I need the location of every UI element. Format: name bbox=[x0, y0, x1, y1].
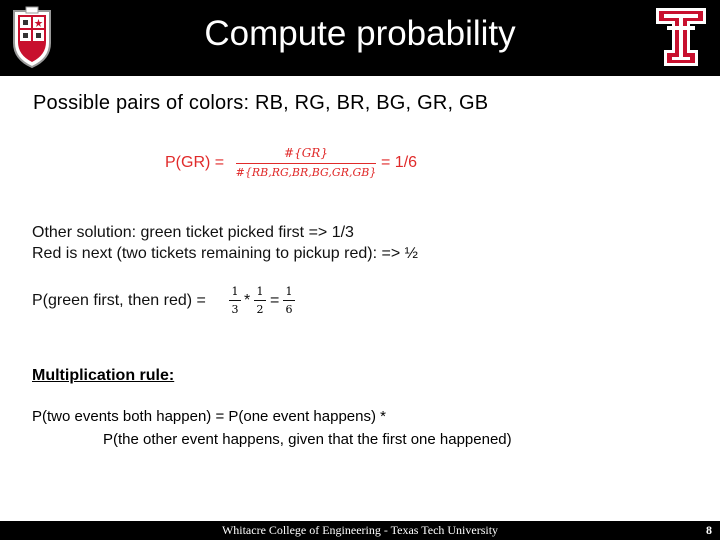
fraction-3-numerator: 1 bbox=[285, 285, 293, 298]
page-number: 8 bbox=[706, 523, 712, 537]
formula-denominator: #{RB,RG,BR,BG,GR,GB} bbox=[235, 166, 377, 179]
fraction-1-denominator: 3 bbox=[231, 303, 239, 316]
footer-text: Whitacre College of Engineering - Texas Tech University bbox=[221, 523, 499, 537]
multiplication-rule-heading: Multiplication rule: bbox=[32, 367, 175, 384]
rule-line-2: P(the other event happens, given that the first one happened) bbox=[103, 431, 512, 448]
other-solution-line-1: Other solution: green ticket picked first => 1/3 bbox=[32, 224, 354, 241]
formula-rhs: = 1/6 bbox=[381, 154, 418, 171]
fraction-3-line bbox=[283, 300, 295, 301]
fraction-1-line bbox=[229, 300, 241, 301]
texas-tech-double-t-icon bbox=[654, 6, 708, 68]
header-bar bbox=[0, 0, 720, 76]
formula-fraction-line bbox=[236, 163, 376, 164]
fraction-2-line bbox=[254, 300, 266, 301]
footer-bar bbox=[0, 521, 720, 540]
formula-lhs: P(GR) = bbox=[165, 154, 225, 171]
fraction-2-numerator: 1 bbox=[256, 285, 264, 298]
formula-numerator: #{GR} bbox=[284, 146, 328, 160]
fraction-2-denominator: 2 bbox=[256, 303, 264, 316]
possible-pairs-text: Possible pairs of colors: RB, RG, BR, BG, GR, GB bbox=[33, 92, 489, 114]
page-title: Compute probability bbox=[204, 14, 516, 53]
times-symbol: * bbox=[244, 292, 251, 309]
other-solution-line-2: Red is next (two tickets remaining to pickup red): => ½ bbox=[32, 245, 418, 262]
product-lhs: P(green first, then red) = bbox=[32, 292, 206, 309]
fraction-3-denominator: 6 bbox=[285, 303, 293, 316]
fraction-1-numerator: 1 bbox=[231, 285, 239, 298]
rule-line-1: P(two events both happen) = P(one event happens) * bbox=[32, 408, 386, 425]
equals-symbol: = bbox=[270, 292, 280, 309]
